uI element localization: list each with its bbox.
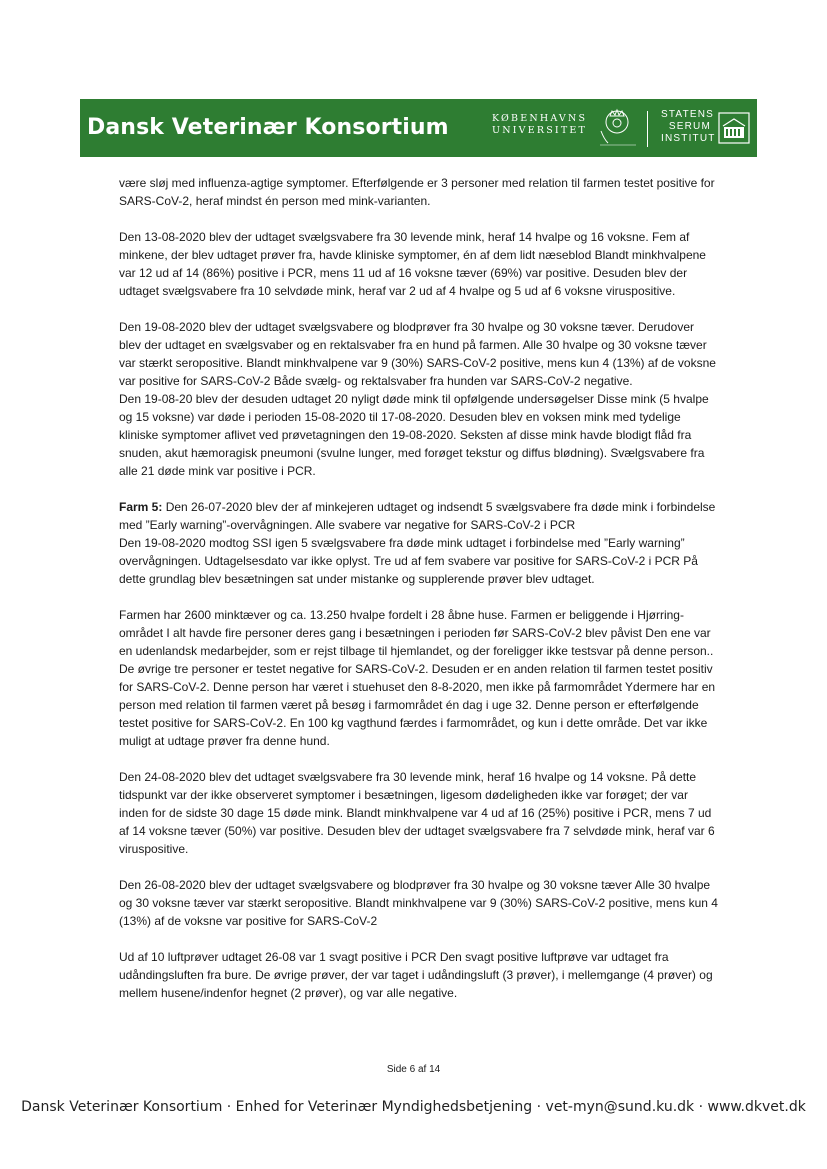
farm-5-text: Den 26-07-2020 blev der af minkejeren udtaget og indsendt 5 svælgsvabere fra døde mink i forbindelse med ”Early warning”-overvågningen. Alle svabere var negative for SARS-CoV-2 i PCR	[119, 500, 716, 532]
logo-separator	[647, 111, 648, 147]
ku-name-line-1: KØBENHAVNS	[492, 113, 588, 124]
paragraph-19-08-2020-samples: Den 19-08-2020 blev der udtaget svælgsvabere og blodprøver fra 30 hvalpe og 30 voksne tæver. Derudover blev der udtaget en svælgsvaber og en rektalsvaber fra en hund på farmen. Alle 30 hvalpe og 30 voksne tæver var stærkt seropositive. Blandt minkhvalpene var 9 (30%) SARS-CoV-2 positive, mens kun 4 (13%) af de voksne var positive for SARS-CoV-2 Både svælg- og rektalsvaber fra hunden var SARS-CoV-2 negative.	[119, 320, 716, 388]
page-number: Side 6 af 14	[386, 1064, 441, 1075]
paragraph-intro-continuation: være sløj med influenza-agtige symptomer. Efterfølgende er 3 personer med relation til farmen testet positive for SARS-CoV-2, heraf mindst én person med mink-varianten.	[119, 176, 715, 208]
paragraph-19-08-20-dead-mink: Den 19-08-20 blev der desuden udtaget 20 nyligt døde mink til opfølgende undersøgelser Disse mink (5 hvalpe og 15 voksne) var døde i perioden 15-08-2020 til 17-08-2020. Desuden blev en voksen mink med tydelige kliniske symptomer aflivet ved prøvetagningen den 19-08-2020. Seksten af disse mink havde blodigt flåd fra snuden, akut hæmoragisk pneumoni (svulne lunger, med forøget tekstur og diffus blødning). Svælgsvabere fra alle 21 døde mink var positive i PCR.	[119, 392, 709, 478]
paragraph-farm-5-intro	[119, 498, 719, 534]
farm-5-label: Farm 5:	[119, 500, 163, 514]
paragraph-24-08-2020: Den 24-08-2020 blev det udtaget svælgsvabere fra 30 levende mink, heraf 16 hvalpe og 14 voksne. På dette tidspunkt var der ikke observeret symptomer i besætningen, ligesom dødeligheden ikke var forøget; der var inden for de sidste 30 dage 15 døde mink. Blandt minkhvalpene var 4 ud af 16 (25%) positive i PCR, mens 7 ud af 14 voksne tæver (50%) var positive. Desuden blev der udtaget svælgsvabere fra 7 selvdøde mink, heraf var 6 viruspositive.	[119, 770, 715, 856]
document-body	[119, 174, 719, 1020]
ku-name-line-2: UNIVERSITET	[492, 125, 588, 136]
paragraph-13-08-2020: Den 13-08-2020 blev der udtaget svælgsvabere fra 30 levende mink, heraf 14 hvalpe og 16 voksne. Fem af minkene, der blev udtaget prøver fra, havde kliniske symptomer, én af dem lidt næseblod Blandt minkhvalpene var 12 ud af 14 (86%) positive i PCR, mens 11 ud af 16 voksne tæver (69%) var positive. Desuden blev der udtaget svælgsvabere fra 10 selvdøde mink, heraf var 2 ud af 4 hvalpe og 5 ud af 6 voksne viruspositive.	[119, 230, 706, 298]
paragraph-air-samples: Ud af 10 luftprøver udtaget 26-08 var 1 svagt positive i PCR Den svagt positive luftprøve var udtaget fra udåndingsluften fra bure. De øvrige prøver, der var taget i udåndingsluft (3 prøver), i mellemgange (4 prøver) og mellem husene/indenfor hegnet (2 prøver), og var alle negative.	[119, 950, 713, 1000]
paragraph-26-08-2020: Den 26-08-2020 blev der udtaget svælgsvabere og blodprøver fra 30 hvalpe og 30 voksne tæver Alle 30 hvalpe og 30 voksne tæver var stærkt seropositive. Blandt minkhvalpene var 9 (30%) SARS-CoV-2 positive, mens kun 4 (13%) af de voksne var positive for SARS-CoV-2	[119, 878, 718, 928]
ssi-logo	[661, 109, 716, 145]
consortium-title: Dansk Veterinær Konsortium	[87, 115, 449, 140]
ssi-name-line-1: STATENS	[661, 109, 715, 120]
ssi-name-line-3: INSTITUT	[661, 133, 716, 144]
paragraph-farm-5-followup: Den 19-08-2020 modtog SSI igen 5 svælgsvabere fra døde mink udtaget i forbindelse med ”Early warning” overvågningen. Udtagelsesdato var ikke oplyst. Tre ud af fem svabere var positive for SARS-CoV-2 i PCR På dette grundlag blev besætningen sat under mistanke og supplerende prøver blev udtaget.	[119, 536, 698, 586]
ssi-name-line-2: SERUM	[668, 121, 711, 132]
ku-crown-emblem-icon	[598, 105, 636, 151]
page-footer: Dansk Veterinær Konsortium · Enhed for Veterinær Myndighedsbetjening · vet-myn@sund.ku.dk · www.dkvet.dk	[21, 1099, 806, 1115]
header-banner	[80, 99, 757, 157]
ku-logo	[492, 113, 587, 137]
paragraph-farm-description: Farmen har 2600 minktæver og ca. 13.250 hvalpe fordelt i 28 åbne huse. Farmen er beliggende i Hjørring-området I alt havde fire personer deres gang i besætningen i perioden før SARS-CoV-2 blev påvist Den ene var en udenlandsk medarbejder, som er rejst tilbage til hjemlandet, og der foreligger ikke testsvar på denne person.. De øvrige tre personer er testet negative for SARS-CoV-2. Desuden er en anden relation til farmen testet positiv for SARS-CoV-2. Denne person har været i stuehuset den 8-8-2020, men ikke på farmområdet Ydermere har en person med relation til farmen været på besøg i farmområdet én dag i uge 32. Denne person er efterfølgende testet positive for SARS-CoV-2. En 100 kg vagthund færdes i farmområdet, og kun i dette område. Det var ikke muligt at udtage prøver fra denne hund.	[119, 608, 716, 748]
ssi-building-icon	[718, 112, 750, 144]
